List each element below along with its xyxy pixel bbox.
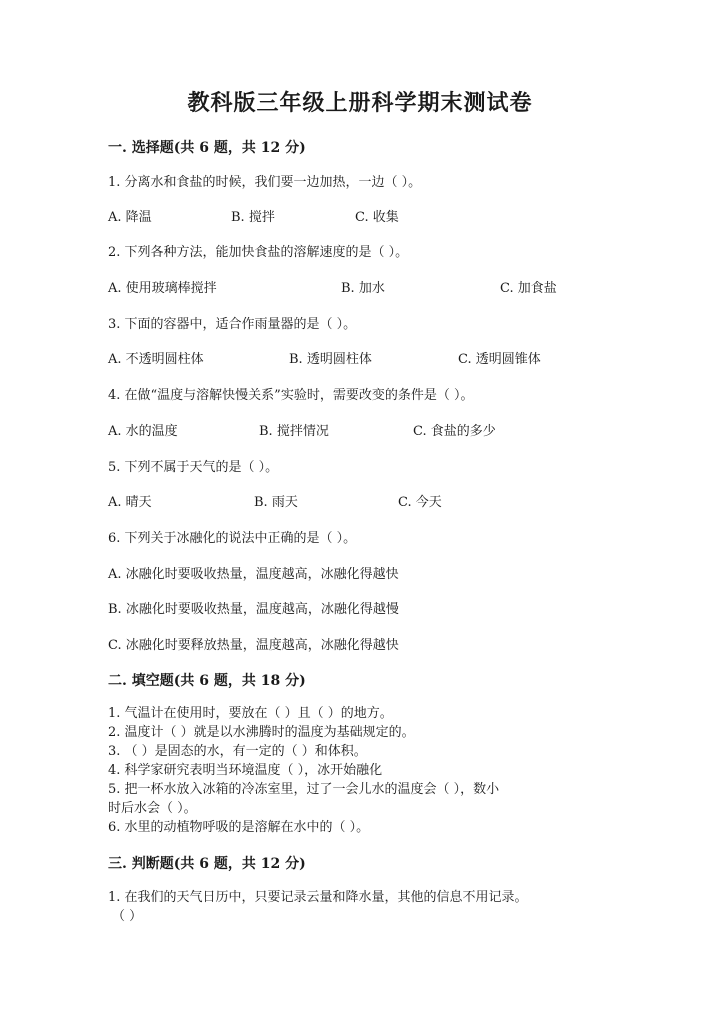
question-text: 3. 下面的容器中，适合作雨量器的是（ ）。 [108, 317, 357, 332]
option-c: C. 今天 [398, 495, 442, 510]
option-a: A. 使用玻璃棒搅拌 [108, 281, 217, 296]
option-a: A. 降温 [108, 210, 152, 225]
option-b: B. 搅拌 [231, 210, 275, 225]
option-c: C. 加食盐 [500, 281, 557, 296]
option-c: C. 冰融化时要释放热量，温度越高，冰融化得越快 [108, 638, 399, 653]
option-a: A. 水的温度 [108, 424, 178, 439]
option-b: B. 搅拌情况 [259, 424, 329, 439]
section-heading-judge: 三. 判断题(共 6 题，共 12 分) [108, 856, 306, 872]
fill-line: 5. 把一杯水放入冰箱的冷冻室里，过了一会儿水的温度会（ ），数小 [108, 782, 500, 797]
section-heading-fill: 二. 填空题(共 6 题，共 18 分) [108, 673, 306, 689]
judge-line: 1. 在我们的天气日历中，只要记录云量和降水量，其他的信息不用记录。 [108, 890, 528, 905]
option-b: B. 冰融化时要吸收热量，温度越高，冰融化得越慢 [108, 602, 399, 617]
question-text: 1. 分离水和食盐的时候，我们要一边加热，一边（ ）。 [108, 175, 422, 190]
option-c: C. 食盐的多少 [413, 424, 496, 439]
option-b: B. 雨天 [254, 495, 298, 510]
question-text: 2. 下列各种方法，能加快食盐的溶解速度的是（ ）。 [108, 245, 409, 260]
question-text: 6. 下列关于冰融化的说法中正确的是（ ）。 [108, 531, 357, 546]
option-a: A. 不透明圆柱体 [108, 352, 204, 367]
question-text: 4. 在做“温度与溶解快慢关系”实验时，需要改变的条件是（ ）。 [108, 388, 474, 403]
page-title: 教科版三年级上册科学期末测试卷 [187, 90, 533, 116]
fill-line: 3. （ ）是固态的水，有一定的（ ）和体积。 [108, 744, 367, 759]
section-heading-choice: 一. 选择题(共 6 题，共 12 分) [108, 140, 306, 156]
question-text: 5. 下列不属于天气的是（ ）。 [108, 460, 279, 475]
fill-line: 1. 气温计在使用时，要放在（ ）且（ ）的地方。 [108, 706, 393, 721]
option-c: C. 收集 [355, 210, 399, 225]
option-b: B. 加水 [341, 281, 385, 296]
option-a: A. 晴天 [108, 495, 152, 510]
judge-answer-blank: （ ） [112, 909, 143, 924]
fill-line: 2. 温度计（ ）就是以水沸腾时的温度为基础规定的。 [108, 725, 415, 740]
fill-line: 6. 水里的动植物呼吸的是溶解在水中的（ ）。 [108, 820, 370, 835]
option-b: B. 透明圆柱体 [289, 352, 372, 367]
fill-line: 4. 科学家研究表明当环境温度（ ），冰开始融化 [108, 763, 383, 778]
option-a: A. 冰融化时要吸收热量，温度越高，冰融化得越快 [108, 567, 399, 582]
option-c: C. 透明圆锥体 [458, 352, 541, 367]
fill-line: 时后水会（ ）。 [108, 801, 197, 816]
